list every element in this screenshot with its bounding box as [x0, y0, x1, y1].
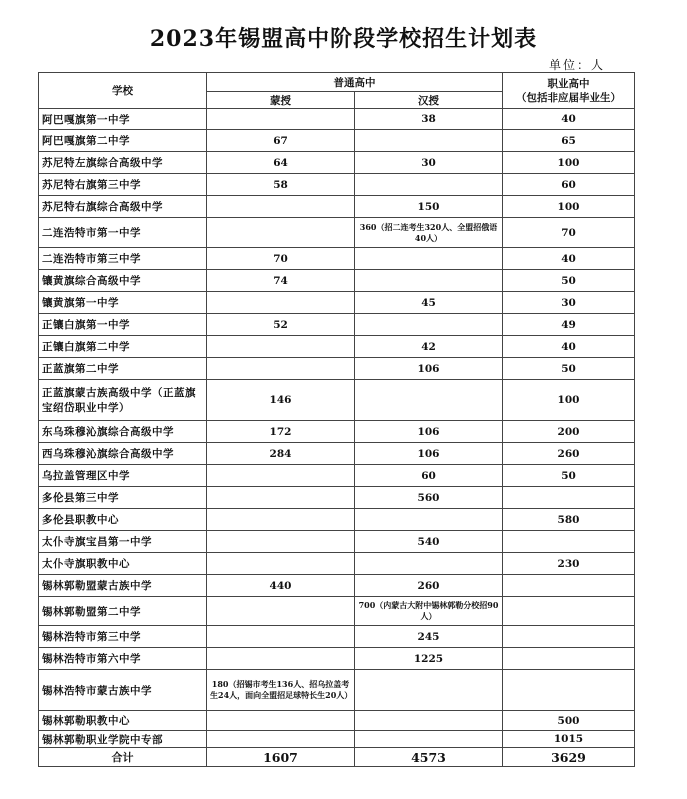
- vocational-cell: 40: [503, 336, 635, 358]
- chinese-cell: 560: [355, 487, 503, 509]
- vocational-cell: [503, 487, 635, 509]
- total-vocational: 3629: [503, 748, 635, 767]
- table-row: [39, 597, 635, 626]
- vocational-cell: 70: [503, 218, 635, 248]
- vocational-cell: 50: [503, 465, 635, 487]
- school-name: 锡林浩特市第三中学: [39, 626, 207, 648]
- table-row: [39, 218, 635, 248]
- vocational-cell: [503, 670, 635, 711]
- mongolian-cell: [207, 509, 355, 531]
- chinese-cell: 260: [355, 575, 503, 597]
- enrollment-table: [38, 72, 635, 767]
- table-row: [39, 648, 635, 670]
- school-name: 二连浩特市第三中学: [39, 248, 207, 270]
- chinese-cell: [355, 670, 503, 711]
- vocational-cell: 65: [503, 130, 635, 152]
- table-row: [39, 270, 635, 292]
- mongolian-cell: [207, 626, 355, 648]
- chinese-cell: [355, 174, 503, 196]
- vocational-cell: 200: [503, 421, 635, 443]
- total-chinese: 4573: [355, 748, 503, 767]
- mongolian-cell: [207, 731, 355, 748]
- chinese-cell: [355, 248, 503, 270]
- table-row: [39, 152, 635, 174]
- chinese-cell: 540: [355, 531, 503, 553]
- vocational-cell: 580: [503, 509, 635, 531]
- school-name: 东乌珠穆沁旗综合高级中学: [39, 421, 207, 443]
- table-row: [39, 174, 635, 196]
- vocational-cell: 50: [503, 270, 635, 292]
- mongolian-cell: 172: [207, 421, 355, 443]
- school-name: 正镶白旗第二中学: [39, 336, 207, 358]
- table-row: [39, 336, 635, 358]
- chinese-cell: 30: [355, 152, 503, 174]
- chinese-cell: 45: [355, 292, 503, 314]
- chinese-cell: [355, 553, 503, 575]
- vocational-cell: 40: [503, 109, 635, 130]
- chinese-cell: [355, 509, 503, 531]
- school-name: 乌拉盖管理区中学: [39, 465, 207, 487]
- chinese-cell: [355, 314, 503, 336]
- table-row: [39, 314, 635, 336]
- vocational-cell: 100: [503, 196, 635, 218]
- chinese-cell: [355, 270, 503, 292]
- school-name: 多伦县职教中心: [39, 509, 207, 531]
- vocational-cell: 500: [503, 711, 635, 731]
- vocational-cell: 49: [503, 314, 635, 336]
- table-row: [39, 531, 635, 553]
- vocational-cell: [503, 531, 635, 553]
- header-chinese: 汉授: [355, 92, 503, 109]
- school-name: 锡林郭勒盟第二中学: [39, 597, 207, 626]
- chinese-cell: 150: [355, 196, 503, 218]
- mongolian-cell: 440: [207, 575, 355, 597]
- mongolian-cell: [207, 292, 355, 314]
- table-row: [39, 626, 635, 648]
- mongolian-cell: 180（招锡市考生136人、招乌拉盖考生24人，面向全盟招足球特长生20人）: [207, 670, 355, 711]
- mongolian-cell: 52: [207, 314, 355, 336]
- chinese-cell: [355, 731, 503, 748]
- school-name: 二连浩特市第一中学: [39, 218, 207, 248]
- school-name: 阿巴嘎旗第二中学: [39, 130, 207, 152]
- chinese-cell: 106: [355, 443, 503, 465]
- mongolian-cell: [207, 553, 355, 575]
- school-name: 阿巴嘎旗第一中学: [39, 109, 207, 130]
- vocational-cell: 50: [503, 358, 635, 380]
- mongolian-cell: 70: [207, 248, 355, 270]
- school-name: 正镶白旗第一中学: [39, 314, 207, 336]
- school-name: 多伦县第三中学: [39, 487, 207, 509]
- chinese-cell: [355, 380, 503, 421]
- vocational-cell: 1015: [503, 731, 635, 748]
- header-general: 普通高中: [207, 73, 503, 92]
- table-row: [39, 292, 635, 314]
- mongolian-cell: [207, 358, 355, 380]
- vocational-cell: 260: [503, 443, 635, 465]
- mongolian-cell: [207, 531, 355, 553]
- table-row: [39, 421, 635, 443]
- total-label: 合计: [39, 748, 207, 767]
- header-vocational: [503, 73, 635, 109]
- chinese-cell: 700（内蒙古大附中锡林郭勒分校招90人）: [355, 597, 503, 626]
- table-row: [39, 109, 635, 130]
- school-name: 镶黄旗综合高级中学: [39, 270, 207, 292]
- mongolian-cell: [207, 597, 355, 626]
- chinese-cell: 38: [355, 109, 503, 130]
- school-name: 苏尼特右旗综合高级中学: [39, 196, 207, 218]
- school-name: 正蓝旗第二中学: [39, 358, 207, 380]
- header-school: 学校: [39, 73, 207, 109]
- vocational-cell: [503, 626, 635, 648]
- school-name: 苏尼特左旗综合高级中学: [39, 152, 207, 174]
- mongolian-cell: [207, 218, 355, 248]
- table-row: [39, 553, 635, 575]
- mongolian-cell: 64: [207, 152, 355, 174]
- mongolian-cell: 284: [207, 443, 355, 465]
- mongolian-cell: [207, 336, 355, 358]
- mongolian-cell: [207, 711, 355, 731]
- chinese-cell: 360（招二连考生320人、全盟招俄语40人）: [355, 218, 503, 248]
- vocational-cell: [503, 597, 635, 626]
- table-row: [39, 358, 635, 380]
- vocational-cell: 40: [503, 248, 635, 270]
- school-name: 苏尼特右旗第三中学: [39, 174, 207, 196]
- vocational-cell: [503, 648, 635, 670]
- vocational-cell: 230: [503, 553, 635, 575]
- school-name: 西乌珠穆沁旗综合高级中学: [39, 443, 207, 465]
- chinese-cell: 60: [355, 465, 503, 487]
- mongolian-cell: 67: [207, 130, 355, 152]
- header-mongolian: 蒙授: [207, 92, 355, 109]
- unit-label: 单位：人: [549, 58, 606, 72]
- total-row: [39, 748, 635, 767]
- table-row: [39, 670, 635, 711]
- chinese-cell: [355, 130, 503, 152]
- total-mongolian: 1607: [207, 748, 355, 767]
- school-name: 正蓝旗蒙古族高级中学（正蓝旗宝绍岱职业中学）: [39, 380, 207, 421]
- chinese-cell: 106: [355, 421, 503, 443]
- school-name: 锡林郭勒职业学院中专部: [39, 731, 207, 748]
- mongolian-cell: [207, 648, 355, 670]
- table-row: [39, 443, 635, 465]
- mongolian-cell: [207, 196, 355, 218]
- table-row: [39, 509, 635, 531]
- table-row: [39, 248, 635, 270]
- table-row: [39, 196, 635, 218]
- header-vocational-sub: （包括非应届毕业生）: [516, 91, 621, 104]
- chinese-cell: 42: [355, 336, 503, 358]
- header-vocational-label: 职业高中: [547, 77, 590, 90]
- school-name: 锡林浩特市第六中学: [39, 648, 207, 670]
- mongolian-cell: [207, 109, 355, 130]
- school-name: 太仆寺旗宝昌第一中学: [39, 531, 207, 553]
- mongolian-cell: [207, 465, 355, 487]
- vocational-cell: 30: [503, 292, 635, 314]
- vocational-cell: [503, 575, 635, 597]
- school-name: 太仆寺旗职教中心: [39, 553, 207, 575]
- chinese-cell: [355, 711, 503, 731]
- mongolian-cell: 146: [207, 380, 355, 421]
- table-row: [39, 465, 635, 487]
- vocational-cell: 100: [503, 380, 635, 421]
- vocational-cell: 100: [503, 152, 635, 174]
- mongolian-cell: 58: [207, 174, 355, 196]
- vocational-cell: 60: [503, 174, 635, 196]
- table-row: [39, 380, 635, 421]
- chinese-cell: 245: [355, 626, 503, 648]
- school-name: 锡林郭勒职教中心: [39, 711, 207, 731]
- chinese-cell: 106: [355, 358, 503, 380]
- chinese-cell: 1225: [355, 648, 503, 670]
- table-row: [39, 575, 635, 597]
- table-row: [39, 731, 635, 748]
- page-title: 2023年锡盟高中阶段学校招生计划表: [149, 26, 538, 52]
- table-row: [39, 130, 635, 152]
- school-name: 镶黄旗第一中学: [39, 292, 207, 314]
- table-body: [39, 109, 635, 748]
- school-name: 锡林郭勒盟蒙古族中学: [39, 575, 207, 597]
- table-row: [39, 711, 635, 731]
- mongolian-cell: [207, 487, 355, 509]
- school-name: 锡林浩特市蒙古族中学: [39, 670, 207, 711]
- table-row: [39, 487, 635, 509]
- mongolian-cell: 74: [207, 270, 355, 292]
